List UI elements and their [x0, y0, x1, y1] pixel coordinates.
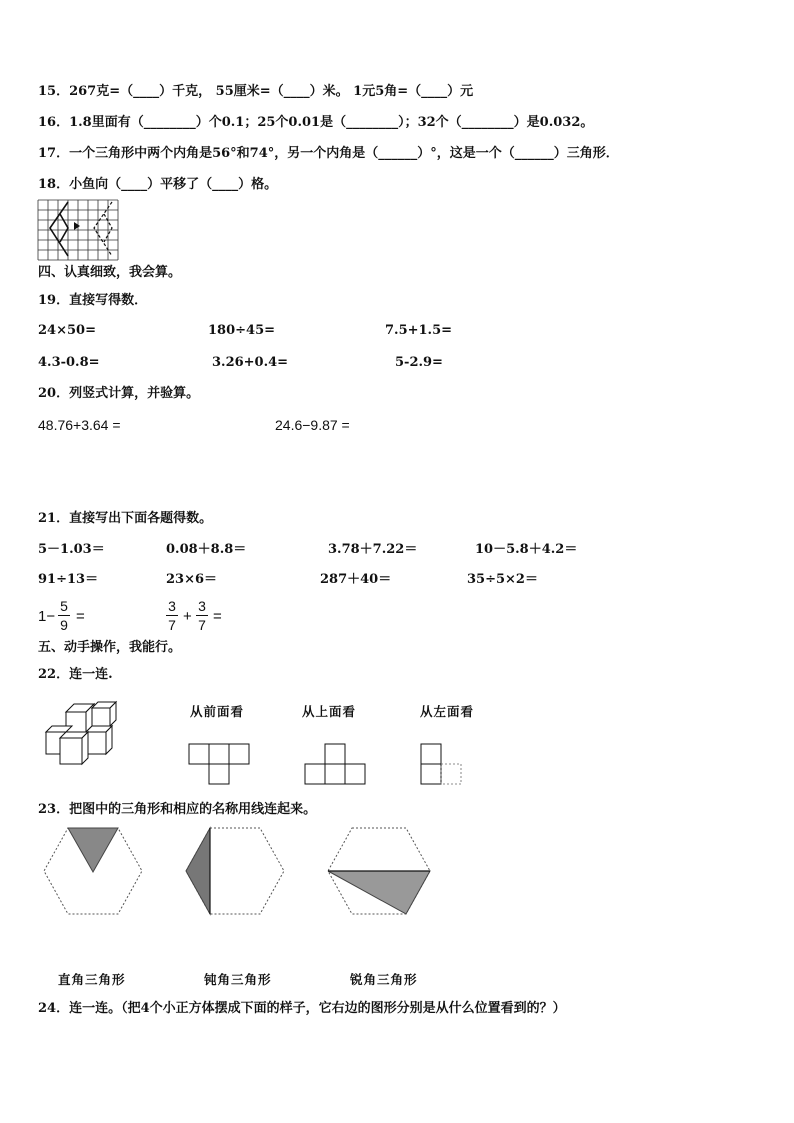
denominator: 7 [198, 617, 206, 633]
fraction-3-7-b [196, 598, 208, 633]
q19-item: 24×50= [38, 323, 96, 338]
section-4-heading: 四、认真细致，我会算。 [38, 265, 182, 280]
frac1-lead: 1− [38, 608, 56, 625]
question-18: 18．小鱼向（____）平移了（____）格。 [38, 177, 278, 192]
cube-stack-figure [44, 698, 134, 768]
q20-item: 48.76+3.64 = [38, 417, 121, 433]
q21-item: 3.78＋7.22＝ [328, 542, 418, 557]
name-obtuse-triangle: 钝角三角形 [204, 972, 272, 987]
question-20-title: 20．列竖式计算，并验算。 [38, 386, 200, 401]
numerator: 3 [198, 598, 206, 614]
name-acute-triangle: 锐角三角形 [350, 972, 418, 987]
q21-item: 287＋40＝ [320, 572, 392, 587]
view-label-front: 从前面看 [190, 704, 245, 719]
q21-item: 23×6＝ [166, 572, 218, 587]
q21-item: 35÷5×2＝ [467, 572, 538, 587]
question-23-title: 23．把图中的三角形和相应的名称用线连起来。 [38, 802, 317, 817]
denominator: 7 [168, 617, 176, 633]
q19-item: 4.3-0.8= [38, 355, 100, 370]
denominator: 9 [60, 617, 68, 633]
q21-item: 91÷13＝ [38, 572, 99, 587]
q20-item: 24.6−9.87 = [275, 417, 350, 433]
q21-item: 5－1.03＝ [38, 542, 105, 557]
plus-sign: + [183, 608, 192, 625]
view-label-top: 从上面看 [302, 704, 357, 719]
fraction-5-9 [58, 598, 70, 633]
fish-translation-grid [38, 200, 120, 262]
question-21-title: 21．直接写出下面各题得数。 [38, 511, 213, 526]
question-16: 16．1.8里面有（________）个0.1；25个0.01是（________）；32个（________）是0.032。 [38, 115, 594, 130]
q21-item: 10－5.8＋4.2＝ [475, 542, 578, 557]
left-view-shape [420, 743, 464, 787]
section-5-heading: 五、动手操作，我能行。 [38, 640, 182, 655]
q19-item: 5-2.9= [395, 355, 443, 370]
question-19-title: 19．直接写得数． [38, 293, 148, 308]
frac2-equals: = [213, 608, 222, 625]
view-label-left: 从左面看 [420, 704, 475, 719]
question-24: 24．连一连。（把4个小正方体摆成下面的样子，它右边的图形分别是从什么位置看到的？） [38, 1001, 566, 1016]
front-view-shape [188, 743, 250, 787]
question-17: 17．一个三角形中两个内角是56°和74°，另一个内角是（______）°，这是一个（______）三角形． [38, 146, 619, 161]
hexagon-acute-triangle [326, 826, 432, 918]
question-22-title: 22．连一连. [38, 667, 113, 682]
hexagon-obtuse-triangle [184, 826, 286, 918]
question-15: 15．267克=（____）千克， 55厘米=（____）米。 1元5角=（____）元 [38, 84, 474, 99]
numerator: 5 [60, 598, 68, 614]
top-view-shape [304, 743, 366, 787]
numerator: 3 [168, 598, 176, 614]
q21-item: 0.08＋8.8＝ [166, 542, 247, 557]
q19-item: 7.5+1.5= [385, 323, 453, 338]
fraction-3-7-a [166, 598, 178, 633]
hexagon-right-triangle [42, 826, 144, 918]
q19-item: 180÷45= [208, 323, 276, 338]
q19-item: 3.26+0.4= [212, 355, 289, 370]
name-right-triangle: 直角三角形 [58, 972, 126, 987]
frac1-equals: = [76, 608, 85, 625]
